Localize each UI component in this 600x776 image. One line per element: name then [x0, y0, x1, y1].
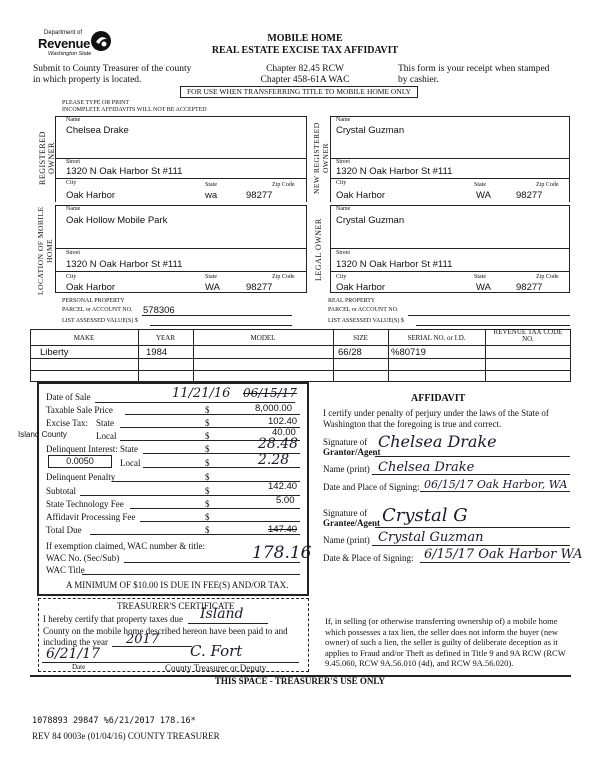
legal-owner-label: LEGAL OWNER: [314, 218, 323, 282]
grantor-sig-label: [323, 437, 381, 457]
affidavit-fee-line: [140, 521, 300, 522]
grantor-date: 06/15/17 Oak Harbor, WA: [424, 478, 568, 491]
grantee-sig-label: [323, 508, 380, 528]
loc-state-label: State: [205, 274, 217, 280]
taxable-value: 8,000.00: [255, 403, 292, 414]
assessed-real-label: LIST ASSESSED VALUE(S) $: [328, 318, 404, 324]
no-divider-1: [330, 158, 570, 159]
ro-zip-label: Zip Code: [272, 182, 295, 188]
treasurer-use-label: THIS SPACE - TREASURER'S USE ONLY: [214, 676, 386, 686]
no-name: Crystal Guzman: [336, 125, 405, 136]
loc-street-label: Street: [66, 250, 80, 256]
receipt-text-2: by cashier.: [398, 75, 439, 85]
td-make: Liberty: [40, 347, 69, 358]
incomplete-note: INCOMPLETE AFFIDAVITS WILL NOT BE ACCEPTED: [62, 107, 207, 113]
chapter-1: Chapter 82.45 RCW: [266, 64, 344, 74]
ro-name-label: Name: [66, 117, 81, 123]
registered-owner-label: REGISTERED OWNER: [38, 131, 56, 186]
subtotal-dollar: $: [205, 486, 210, 496]
delinquent-local-label: Local: [120, 458, 141, 468]
county-label: Island County: [18, 430, 67, 439]
grantor-name: Chelsea Drake: [378, 460, 475, 475]
grantee-sig-label-2: Grantee/Agent: [323, 518, 380, 528]
form-title: [190, 33, 420, 57]
receipt-note: [398, 64, 549, 86]
no-street: 1320 N Oak Harbor St #111: [336, 166, 453, 177]
no-city-label: City: [336, 180, 347, 186]
affidavit-fee-dollar: $: [205, 512, 210, 522]
chapter-refs: [240, 64, 370, 86]
no-zip: 98277: [516, 190, 543, 201]
loc-street: 1320 N Oak Harbor St #111: [66, 259, 183, 270]
lo-city-label: City: [336, 274, 347, 280]
new-owner-label: NEW REGISTERED OWNER: [312, 122, 330, 195]
delinquent-local-value: 2.28: [258, 452, 290, 468]
taxable-label: Taxable Sale Price: [46, 405, 113, 415]
treasurer-date-label: Date: [72, 663, 86, 671]
loc-divider-1: [55, 248, 307, 249]
total-value: 147.40: [268, 524, 298, 535]
grantor-name-label: Name (print): [323, 464, 370, 474]
wac-title-line: [82, 574, 300, 575]
treasurer-line-1: I hereby certify that property taxes due: [43, 614, 183, 624]
rate-box: 0.0050: [48, 455, 112, 468]
grantee-date: 6/15/17 Oak Harbor WA: [424, 547, 583, 562]
loc-city-label: City: [66, 274, 77, 280]
th-revenue-code: REVENUE TAX CODE NO.: [493, 328, 563, 343]
wac-title-label: WAC Title: [46, 565, 85, 575]
th-size: SIZE: [353, 334, 368, 342]
excise-state-value: 102.40: [268, 416, 298, 427]
grantee-sig-line: [375, 527, 570, 528]
parcel-real-line: [408, 315, 570, 316]
cashier-stamp: 1078893 29847 %6/21/2017 178.16*: [32, 716, 196, 726]
home-table-row-line: [30, 358, 571, 359]
penalty-label: Delinquent Penalty: [46, 472, 116, 482]
treasurer-county-line: [188, 623, 268, 624]
parcel-no: 578306: [143, 305, 175, 316]
transfer-note: FOR USE WHEN TRANSFERRING TITLE TO MOBILE HOME ONLY: [180, 86, 418, 98]
subtotal-value: 142.40: [268, 481, 298, 492]
ro-city: Oak Harbor: [66, 190, 116, 201]
treasurer-year: 2017: [126, 632, 160, 647]
state-label: Washington State: [48, 51, 92, 57]
th-year: YEAR: [155, 334, 176, 342]
ro-city-label: City: [66, 180, 77, 186]
th-model: MODEL: [250, 334, 276, 342]
submit-instructions: [33, 64, 191, 86]
taxable-dollar: $: [205, 405, 210, 415]
grantee-name-label: Name (print): [323, 535, 370, 545]
treasurer-title: TREASURER'S CERTIFICATE: [117, 601, 235, 611]
affidavit-fee-label: Affidavit Processing Fee: [46, 512, 136, 522]
excise-local-label: Local: [96, 431, 117, 441]
total-handwritten: 178.16: [252, 543, 312, 563]
taxable-line: [125, 414, 300, 415]
affidavit-title: AFFIDAVIT: [411, 393, 466, 404]
treasurer-county: Island: [200, 606, 244, 622]
loc-zip-label: Zip Code: [272, 274, 295, 280]
delinquent-state-dollar: $: [205, 444, 210, 454]
penalty-dollar: $: [205, 472, 210, 482]
ro-street: 1320 N Oak Harbor St #111: [66, 166, 183, 177]
lo-state: WA: [476, 282, 491, 293]
title-line-1: MOBILE HOME: [267, 33, 343, 44]
loc-divider-2: [55, 271, 307, 272]
loc-state: WA: [205, 282, 220, 293]
wac-no-label: WAC No. (Sec/Sub): [46, 553, 120, 563]
grantee-signature: Crystal G: [382, 505, 468, 526]
chapter-2: Chapter 458-61A WAC: [260, 75, 350, 85]
assessed-real-line: [416, 325, 570, 326]
ro-divider-2: [55, 178, 307, 179]
dor-logo: [38, 30, 118, 66]
logo-emblem-icon: [90, 30, 112, 52]
tech-fee-line: [130, 508, 300, 509]
date-of-sale: 11/21/16: [172, 386, 231, 401]
th-serial: SERIAL NO. or I.D.: [407, 334, 466, 342]
delinquent-interest-label: Delinquent Interest:: [46, 444, 118, 454]
dept-label: Department of: [44, 30, 83, 36]
ro-name: Chelsea Drake: [66, 125, 129, 136]
grantor-date-label: Date and Place of Signing:: [323, 482, 420, 492]
grantor-sig-label-2: Grantor/Agent: [323, 447, 381, 457]
tech-fee-value: 5.00: [276, 495, 295, 506]
grantor-sig-label-1: Signature of: [323, 437, 368, 447]
lien-notice: If, in selling (or otherwise transferring ownership of) a mobile home which possesses a tax lien, the seller does not inform the buyer (new owner) of such a lien, the seller is guilty of deliberate deception as it applies to Fraud and/or Theft as defined in Title 9 and 9A RCW (RCW 9.45.060, RCW 9A.56.010 (4d), and RCW 9A.56.020).: [325, 616, 566, 668]
tech-fee-dollar: $: [205, 499, 210, 509]
ro-street-label: Street: [66, 159, 80, 165]
treasurer-line-3: including the year: [43, 637, 108, 647]
excise-local-dollar: $: [205, 431, 210, 441]
no-street-label: Street: [336, 159, 350, 165]
grantor-date-line: [420, 491, 570, 492]
tech-fee-label: State Technology Fee: [46, 499, 124, 509]
excise-label: Excise Tax:: [46, 418, 88, 428]
ro-zip: 98277: [246, 190, 273, 201]
delinquent-state-label: State: [120, 444, 138, 454]
parcel-real-label: PARCEL or ACCOUNT NO.: [328, 307, 399, 313]
grantor-signature: Chelsea Drake: [378, 432, 497, 451]
lo-divider-2: [330, 271, 570, 272]
loc-name-label: Name: [66, 206, 81, 212]
lo-zip-label: Zip Code: [536, 274, 559, 280]
form-number: REV 84 0003e (01/04/16) COUNTY TREASURER: [32, 731, 220, 741]
grantee-name: Crystal Guzman: [378, 530, 484, 545]
lo-street: 1320 N Oak Harbor St #111: [336, 259, 453, 270]
td-year: 1984: [146, 347, 168, 358]
th-make: MAKE: [73, 334, 95, 342]
no-name-label: Name: [336, 117, 351, 123]
no-state-label: State: [474, 182, 486, 188]
no-divider-2: [330, 178, 570, 179]
loc-name: Oak Hollow Mobile Park: [66, 215, 168, 226]
affidavit-text-1: I certify under penalty of perjury under the laws of the State of: [323, 408, 549, 418]
lo-name: Crystal Guzman: [336, 215, 405, 226]
date-of-sale-label: Date of Sale: [46, 392, 91, 402]
no-city: Oak Harbor: [336, 190, 386, 201]
no-zip-label: Zip Code: [536, 182, 559, 188]
location-label: LOCATION OF MOBILE HOME: [36, 206, 54, 296]
exemption-label: If exemption claimed, WAC number & title:: [46, 541, 206, 551]
ro-divider-1: [55, 158, 307, 159]
delinquent-local-dollar: $: [205, 458, 210, 468]
lo-divider-1: [330, 248, 570, 249]
date-of-sale-struck: 06/15/17: [243, 386, 297, 400]
td-serial: %80719: [391, 347, 426, 358]
revenue-label: Revenue: [38, 36, 91, 51]
home-table-row-line-2: [30, 370, 571, 371]
grantee-name-line: [372, 545, 570, 546]
affidavit-text-2: Washington that the foregoing is true and correct.: [323, 419, 502, 429]
lo-street-label: Street: [336, 250, 350, 256]
loc-zip: 98277: [246, 282, 273, 293]
no-state: WA: [476, 190, 491, 201]
loc-city: Oak Harbor: [66, 282, 116, 293]
treasurer-signature: C. Fort: [190, 642, 243, 660]
assessed-line: [150, 325, 292, 326]
excise-state-label: State: [96, 418, 114, 428]
submit-text-2: in which property is located.: [33, 75, 142, 85]
lo-name-label: Name: [336, 206, 351, 212]
type-print: PLEASE TYPE OR PRINT: [62, 100, 130, 106]
total-label: Total Due: [46, 525, 82, 535]
subtotal-label: Subtotal: [46, 486, 77, 496]
grantee-date-line: [420, 562, 570, 563]
lo-city: Oak Harbor: [336, 282, 386, 293]
total-dollar: $: [205, 525, 210, 535]
lo-state-label: State: [474, 274, 486, 280]
grantor-sig-line: [375, 456, 570, 457]
delinquent-state-value: 28.48: [258, 436, 299, 452]
treasurer-date: 6/21/17: [46, 646, 100, 662]
lo-zip: 98277: [516, 282, 543, 293]
grantee-sig-label-1: Signature of: [323, 508, 368, 518]
parcel-label: PARCEL or ACCOUNT NO.: [62, 307, 133, 313]
col-div-5: [485, 329, 486, 382]
subtotal-line: [80, 495, 300, 496]
ro-state-label: State: [205, 182, 217, 188]
grantee-date-label: Date & Place of Signing:: [323, 553, 414, 563]
title-line-2: REAL ESTATE EXCISE TAX AFFIDAVIT: [211, 45, 399, 56]
treasurer-deputy-label: County Treasurer or Deputy: [165, 663, 267, 673]
td-size: 66/28: [338, 347, 362, 358]
submit-text-1: Submit to County Treasurer of the county: [33, 64, 192, 74]
ro-state: wa: [205, 190, 218, 201]
minimum-note: A MINIMUM OF $10.00 IS DUE IN FEE(S) AND/OR TAX.: [66, 580, 289, 590]
real-property-label: REAL PROPERTY: [328, 298, 376, 304]
excise-state-dollar: $: [205, 418, 210, 428]
receipt-text-1: This form is your receipt when stamped: [398, 64, 550, 74]
home-table-header-line: [30, 345, 571, 346]
treasurer-line-2: County on the mobile home described hereon have been paid to and: [43, 626, 288, 636]
assessed-label: LIST ASSESSED VALUE(S) $: [62, 318, 138, 324]
excise-local-value: 40.00: [272, 427, 296, 438]
personal-property-label: PERSONAL PROPERTY: [62, 298, 125, 304]
